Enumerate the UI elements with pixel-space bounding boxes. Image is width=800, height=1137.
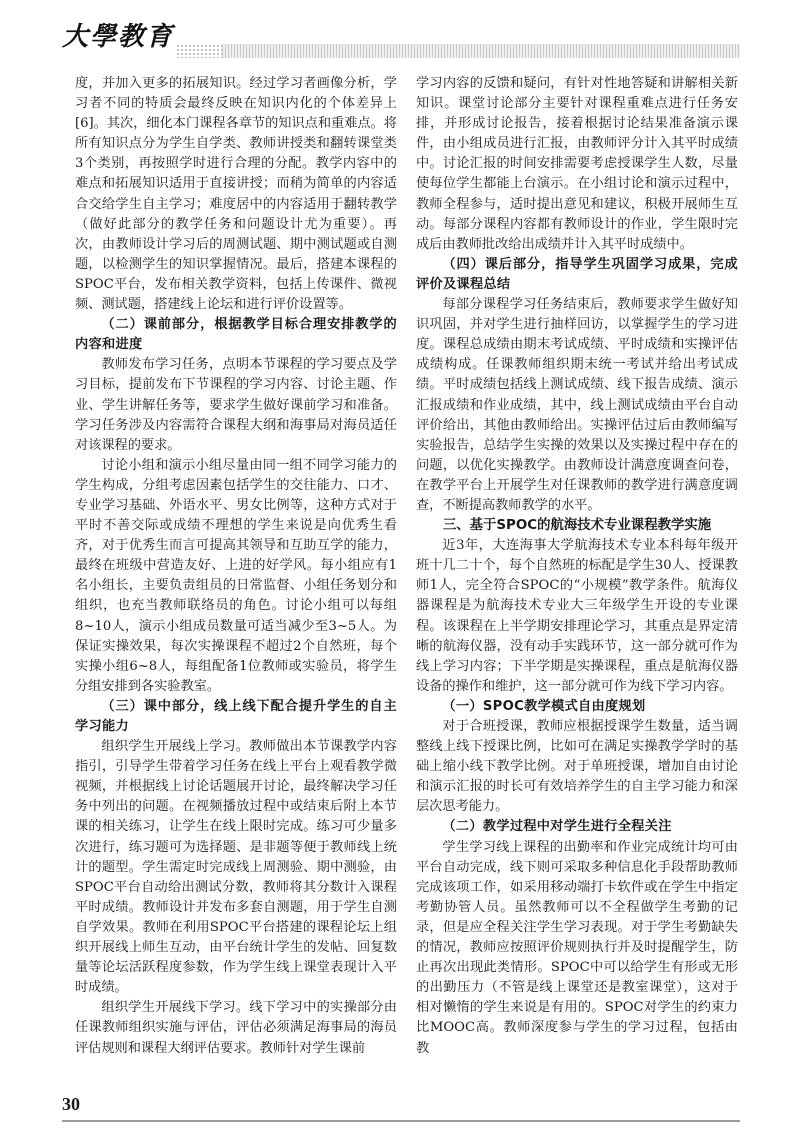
body-paragraph: 对于合班授课，教师应根据授课学生数量，适当调整线上线下授课比例，比如可在满足实操教学学时的基础上缩小线下教学比例。对于单班授课，增加自由讨论和演示汇报的时长可有效培养学生的自主学习能力和深层次思考能力。 (416, 719, 738, 815)
body-paragraph: 近3年，大连海事大学航海技术专业本科每年级开班十几二十个，每个自然班的标配是学生30人、授课教师1人，完全符合SPOC的“小规模”教学条件。航海仪器课程是为航海技术专业大三年级学生开设的专业课程。该课程在上半学期安排理论学习，其重点是界定清晰的航海仪器，没有动手实践环节，这一部分就可作为线上学习内容；下半学期是实操课程，重点是航海仪器设备的操作和维护，这一部分就可作为线下学习内容。 (416, 538, 738, 694)
body-paragraph: 组织学生开展线下学习。线下学习中的实操部分由任课教师组织实施与评估，评估必须满足海事局的海员评估规则和课程大纲评估要求。教师针对学生课前 (75, 1000, 397, 1056)
body-paragraph: 学生学习线上课程的出勤率和作业完成统计均可由平台自动完成，线下则可采取多种信息化手段帮助教师完成该项工作，如采用移动端打卡软件或在学生中指定考勤协管人员。虽然教师可以不全程做学生考勤的记录，但是应全程关注学生学习表现。对于学生考勤缺失的情况，教师应按照评价规则执行并及时提醒学生，防止再次出现此类情形。SPOC中可以给学生有形或无形的出勤压力（不管是线上课堂还是教室课堂），这对于相对懒惰的学生来说是有用的。SPOC对学生的约束力比MOOC高。教师深度参与学生的学习过程，包括由教 (416, 839, 738, 1056)
page-number: 30 (62, 1094, 80, 1114)
section-heading: 三、基于SPOC的航海技术专业课程教学实施 (442, 518, 712, 534)
body-paragraph: 教师发布学习任务，点明本节课程的学习要点及学习目标，提前发布下节课程的学习内容、讨论主题、作业、学生讲解任务等，要求学生做好课前学习和准备。学习任务涉及内容需符合课程大纲和海事局对海员适任对该课程的要求。 (75, 357, 397, 453)
body-paragraph: 讨论小组和演示小组尽量由同一组不同学习能力的学生构成，分组考虑因素包括学生的交往能力、口才、专业学习基础、外语水平、男女比例等，这种方式对于平时不善交际或成绩不理想的学生来说是向优秀生看齐，对于优秀生而言可提高其领导和互助互学的能力，最终在班级中营造友好、上进的好学风。每小组应有1名小组长，主要负责组员的日常监督、小组任务划分和组织，也充当教师联络员的角色。讨论小组可以每组8~10人，演示小组成员数量可适当减少至3~5人。为保证实操效果，每次实操课程不超过2个自然班，每个实操小组6~8人，每组配备1位教师或实验员，将学生分组安排到各实验教室。 (75, 457, 397, 694)
body-paragraph: 度，并加入更多的拓展知识。经过学习者画像分析，学习者不同的特质会最终反映在知识内化的个体差异上[6]。其次，细化本门课程各章节的知识点和重难点。将所有知识点分为学生自学类、教师讲授类和翻转课堂类3个类别，再按照学时进行合理的分配。教学内容中的难点和拓展知识适用于直接讲授；而稍为简单的内容适合交给学生自主学习；难度居中的内容适用于翻转教学（做好此部分的教学任务和问题设计尤为重要）。再次，由教师设计学习后的周测试题、期中测试题或自测题，以检测学生的知识掌握情况。最后，搭建本课程的SPOC平台，发布相关教学资料，包括上传课件、微视频、测试题，搭建线上论坛和进行评价设置等。 (75, 76, 397, 313)
left-text-column (75, 74, 397, 1059)
right-text-column (416, 74, 738, 1059)
subsection-heading: （二）教学过程中对学生进行全程关注 (442, 819, 672, 835)
journal-masthead: 大學教育 (62, 22, 175, 52)
subsection-heading: （三）课中部分，线上线下配合提升学生的自主学习能力 (75, 698, 397, 734)
body-paragraph: 每部分课程学习任务结束后，教师要求学生做好知识巩固，并对学生进行抽样回访，以掌握学生的学习进度。课程总成绩由期末考试成绩、平时成绩和实操评估成绩构成。任课教师组织期末统一考试并给出考试成绩。平时成绩包括线上测试成绩、线下报告成绩、演示汇报成绩和作业成绩，其中，线上测试成绩由平台自动评价给出，其他由教师给出。实操评估过后由教师编写实验报告，总结学生实操的效果以及实操过程中存在的问题，以优化实操教学。由教师设计满意度调查问卷，在教学平台上开展学生对任课教师的教学进行满意度调查，不断提高教师教学的水平。 (416, 297, 738, 513)
subsection-heading: （四）课后部分，指导学生巩固学习成果，完成评价及课程总结 (416, 256, 738, 292)
header-dot-pattern (176, 44, 222, 58)
body-paragraph: 组织学生开展线上学习。教师做出本节课教学内容指引，引导学生带着学习任务在线上平台上观看教学微视频，并根据线上讨论话题展开讨论，最终解决学习任务中列出的问题。在视频播放过程中或结束后附上本节课的相关练习，让学生在线上限时完成。练习可少量多次进行，练习题可为选择题、是非题等便于教师线上统计的题型。学生需定时完成线上周测验、期中测验，由SPOC平台自动给出测试分数，教师将其分数计入课程平时成绩。教师设计并发布多套自测题，用于学生自测自学效果。教师在利用SPOC平台搭建的课程论坛上组织开展线上师生互动，由平台统计学生的发帖、回复数量等论坛活跃程度参数，作为学生线上课堂表现计入平时成绩。 (75, 739, 397, 996)
page-header (0, 0, 800, 66)
subsection-heading: （一）SPOC教学模式自由度规划 (442, 698, 646, 714)
footer-rule (62, 1120, 740, 1122)
body-paragraph: 学习内容的反馈和疑问，有针对性地答疑和讲解相关新知识。课堂讨论部分主要针对课程重难点进行任务安排，并形成讨论报告，接着根据讨论结果准备演示课件，由小组成员进行汇报，由教师评分计入其平时成绩中。讨论汇报的时间安排需要考虑授课学生人数，尽量使每位学生都能上台演示。在小组讨论和演示过程中，教师全程参与，适时提出意见和建议，积极开展师生互动。每部分课程内容都有教师设计的作业，学生限时完成后由教师批改给出成绩并计入其平时成绩中。 (416, 76, 738, 252)
subsection-heading: （二）课前部分，根据教学目标合理安排教学的内容和进度 (75, 317, 397, 353)
header-texture-bar (222, 44, 740, 58)
